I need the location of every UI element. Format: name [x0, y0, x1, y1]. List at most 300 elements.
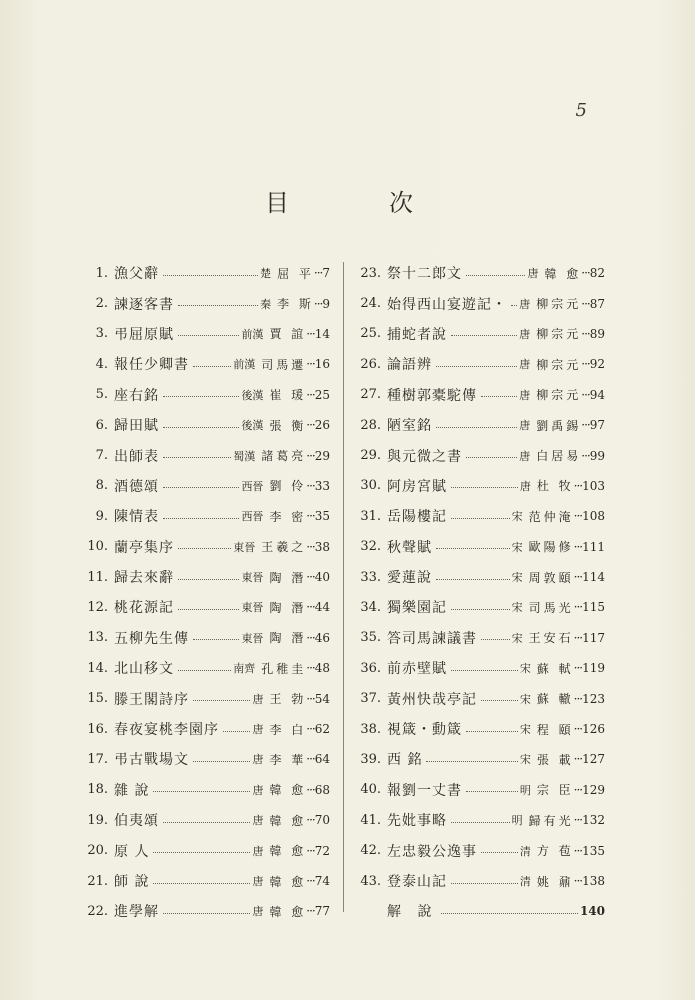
toc-entry-number: 31. — [360, 508, 381, 524]
toc-entry-author: 諸葛亮 — [261, 449, 307, 464]
toc-entry[interactable] — [82, 775, 330, 805]
leader-dots — [426, 761, 517, 762]
toc-entry-page: ··· 132 — [574, 813, 605, 827]
toc-entry-era: 唐 — [527, 267, 539, 281]
leader-dots — [153, 791, 250, 792]
toc-entry-title: 前赤壁賦 — [387, 661, 447, 678]
toc-entry-author: 司馬遷 — [261, 357, 307, 372]
toc-entry[interactable] — [355, 714, 605, 744]
toc-entry-page: ··· 103 — [574, 479, 605, 493]
toc-entry-title: 弔古戰場文 — [114, 752, 189, 769]
toc-entry-author: 王安石 — [528, 631, 574, 646]
toc-entry-page: ··· 7 — [314, 266, 330, 280]
toc-entry-era: 唐 — [252, 814, 264, 828]
toc-entry-title: 解 說 — [387, 904, 438, 921]
toc-left-column — [82, 258, 330, 927]
toc-entry[interactable] — [82, 380, 330, 410]
toc-entry-author: 韓 愈 — [269, 783, 307, 798]
toc-entry-author: 賈 誼 — [269, 327, 307, 342]
toc-entry-page: ··· 135 — [574, 844, 605, 858]
leader-dots — [178, 548, 231, 549]
leader-dots — [451, 883, 518, 884]
leader-dots — [178, 305, 258, 306]
column-divider — [343, 262, 344, 912]
leader-dots — [466, 457, 517, 458]
leader-dots — [163, 427, 239, 428]
toc-entry-author: 李 密 — [269, 509, 307, 524]
toc-entry-number: 32. — [360, 539, 381, 555]
leader-dots — [481, 639, 510, 640]
toc-entry-author: 蘇 轍 — [536, 692, 574, 707]
toc-entry-number: 23. — [360, 265, 381, 281]
toc-entry-number: 5. — [95, 387, 108, 403]
toc-entry-number: 33. — [360, 569, 381, 585]
leader-dots — [163, 487, 239, 488]
toc-entry-era: 東晉 — [241, 571, 264, 585]
toc-entry-page: ··· 108 — [574, 509, 605, 523]
toc-entry-page: ··· 97 — [581, 418, 605, 432]
toc-entry-era: 唐 — [252, 875, 264, 888]
toc-entry-title: 雜 說 — [114, 782, 150, 799]
leader-dots — [451, 609, 510, 610]
toc-entry-author: 周敦頤 — [528, 570, 574, 585]
toc-entry[interactable] — [82, 896, 330, 926]
toc-entry[interactable] — [355, 805, 605, 835]
toc-entry-number: 43. — [360, 873, 381, 889]
toc-entry-number: 10. — [87, 539, 108, 555]
toc-entry-page: ··· 26 — [306, 418, 330, 432]
toc-entry[interactable] — [355, 471, 605, 501]
toc-entry-number: 25. — [360, 326, 381, 342]
leader-dots — [163, 275, 258, 276]
toc-entry-era: 宋 — [519, 692, 531, 706]
toc-entry-author: 屈 平 — [277, 266, 314, 281]
leader-dots — [481, 852, 518, 853]
leader-dots — [193, 761, 250, 762]
leader-dots — [466, 791, 518, 792]
toc-entry-number: 42. — [360, 843, 381, 859]
toc-entry-era: 蜀漢 — [233, 449, 256, 463]
toc-entry-page: ··· 117 — [574, 631, 605, 645]
toc-entry[interactable] — [82, 471, 330, 501]
toc-entry-era: 宋 — [511, 601, 523, 615]
toc-entry-era: 唐 — [519, 327, 531, 341]
toc-entry[interactable] — [355, 866, 605, 896]
toc-entry-number: 26. — [360, 356, 381, 372]
toc-entry-title: 先妣事略 — [387, 813, 447, 830]
toc-entry[interactable] — [82, 744, 330, 774]
toc-entry-page: ··· 77 — [306, 904, 330, 918]
toc-entry-title: 左忠毅公逸事 — [387, 843, 477, 860]
toc-entry-number: 9. — [95, 508, 108, 524]
toc-entry-author: 程 頤 — [536, 722, 574, 737]
toc-entry-number: 3. — [95, 326, 108, 342]
toc-entry-era: 秦 — [260, 297, 272, 311]
toc-entry-title: 春夜宴桃李園序 — [114, 722, 219, 739]
toc-entry-title: 捕蛇者說 — [387, 326, 447, 343]
toc-entry-title: 與元微之書 — [387, 448, 462, 465]
toc-entry-page: ··· 138 — [574, 874, 605, 888]
toc-entry-era: 宋 — [511, 540, 523, 554]
toc-entry-author: 柳宗元 — [536, 297, 582, 312]
toc-entry-page: ··· 111 — [574, 540, 605, 554]
toc-entry[interactable] — [82, 835, 330, 865]
toc-entry-page: ··· 16 — [306, 357, 330, 371]
toc-entry-era: 明 — [511, 814, 523, 828]
toc-entry-author: 李 華 — [269, 752, 307, 767]
toc-entry-page: ··· 115 — [574, 600, 605, 614]
toc-entry-author: 歸有光 — [528, 813, 574, 828]
leader-dots — [451, 487, 518, 488]
toc-entry-title: 師 說 — [114, 874, 150, 890]
toc-entry-author: 韓 愈 — [544, 266, 582, 281]
toc-entry-era: 宋 — [519, 753, 531, 767]
toc-entry-number: 30. — [360, 478, 381, 494]
toc-entry-era: 唐 — [519, 388, 531, 402]
toc-entry-number: 34. — [360, 599, 381, 615]
toc-entry-page: ··· 74 — [306, 874, 330, 888]
toc-entry-title: 弔屈原賦 — [114, 326, 174, 343]
toc-entry-author: 韓 愈 — [269, 813, 307, 828]
toc-entry-title: 歸去來辭 — [114, 570, 174, 587]
leader-dots — [511, 305, 517, 306]
toc-entry-page: ··· 94 — [581, 388, 605, 402]
toc-entry-author: 姚 鼐 — [536, 874, 574, 889]
toc-entry-number: 6. — [95, 417, 108, 433]
toc-entry-number: 36. — [360, 660, 381, 676]
toc-entry-author: 歐陽修 — [528, 540, 574, 555]
toc-entry-era: 明 — [519, 783, 531, 797]
toc-entry-era: 楚 — [260, 267, 272, 281]
toc-entry-author: 王羲之 — [261, 540, 307, 555]
toc-entry-title: 桃花源記 — [114, 600, 174, 617]
toc-entry-title: 原 人 — [114, 843, 150, 860]
toc-entry-title: 蘭亭集序 — [114, 539, 174, 556]
toc-entry[interactable] — [82, 623, 330, 653]
leader-dots — [153, 883, 250, 884]
toc-entry-author: 宗 臣 — [536, 783, 574, 798]
toc-entry[interactable] — [82, 714, 330, 744]
toc-entry-author: 李 斯 — [277, 297, 314, 312]
toc-entry-title: 漁父辭 — [114, 266, 159, 283]
toc-entry-era: 唐 — [252, 753, 264, 767]
leader-dots — [451, 518, 510, 519]
leader-dots — [193, 700, 250, 701]
toc-entry[interactable] — [355, 501, 605, 531]
toc-entry-number: 7. — [95, 448, 108, 464]
toc-entry-era: 宋 — [519, 662, 531, 676]
toc-right-column — [355, 258, 605, 927]
toc-entry-author: 杜 牧 — [536, 479, 574, 494]
toc-entry-era: 唐 — [519, 479, 531, 493]
toc-entry-number: 21. — [87, 873, 108, 889]
toc-entry-author: 張 載 — [536, 752, 574, 767]
toc-entry-page: ··· 48 — [306, 661, 330, 675]
toc-entry[interactable] — [355, 592, 605, 622]
toc-entry-page: ··· 46 — [306, 631, 330, 645]
leader-dots — [163, 822, 250, 823]
toc-entry-page: ··· 89 — [581, 327, 605, 341]
toc-entry-number: 13. — [87, 630, 108, 646]
toc-entry[interactable] — [82, 258, 330, 288]
toc-entry-page: ··· 54 — [306, 692, 330, 706]
toc-entry-number: 11. — [87, 569, 108, 585]
toc-entry-number: 22. — [87, 903, 108, 919]
toc-entry[interactable] — [355, 319, 605, 349]
toc-entry-title: 報劉一丈書 — [387, 782, 462, 799]
leader-dots — [153, 852, 250, 853]
toc-entry-title: 報任少卿書 — [114, 357, 189, 374]
toc-entry-era: 東晉 — [241, 601, 264, 615]
toc-entry-author: 劉 伶 — [269, 479, 307, 494]
toc-entry-page: ··· 119 — [574, 661, 605, 675]
leader-dots — [163, 518, 239, 519]
toc-entry-page: ··· 126 — [574, 722, 605, 736]
toc-entry-page: ··· 35 — [306, 509, 330, 523]
toc-entry[interactable] — [82, 410, 330, 440]
leader-dots — [178, 335, 239, 336]
toc-entry-number: 2. — [95, 296, 108, 312]
toc-heading-char-2: 次 — [389, 189, 413, 217]
toc-entry-title: 獨樂園記 — [387, 600, 447, 617]
toc-entry-number: 24. — [360, 296, 381, 312]
toc-entry[interactable] — [355, 623, 605, 653]
leader-dots — [436, 427, 517, 428]
toc-entry-number: 20. — [87, 843, 108, 859]
leader-dots — [193, 366, 231, 367]
leader-dots — [451, 822, 510, 823]
toc-entry-title: 滕王閣詩序 — [114, 691, 189, 708]
toc-entry[interactable] — [355, 896, 605, 926]
toc-entry[interactable] — [355, 744, 605, 774]
toc-entry-number: 37. — [360, 691, 381, 707]
toc-entry-title: 黃州快哉亭記 — [387, 691, 477, 708]
toc-entry-era: 唐 — [519, 358, 531, 372]
toc-entry-page: ··· 87 — [581, 297, 605, 311]
toc-entry[interactable] — [82, 532, 330, 562]
leader-dots — [163, 457, 231, 458]
toc-entry-author: 柳宗元 — [536, 357, 582, 372]
leader-dots — [481, 396, 517, 397]
toc-entry[interactable] — [355, 653, 605, 683]
toc-entry-title: 歸田賦 — [114, 418, 159, 435]
toc-entry-author: 王 勃 — [269, 692, 307, 707]
toc-entry-page: ··· 33 — [306, 479, 330, 493]
toc-entry-author: 崔 瑗 — [269, 388, 307, 403]
toc-entry[interactable] — [355, 410, 605, 440]
toc-entry-era: 南齊 — [233, 662, 256, 676]
toc-entry-title: 陳情表 — [114, 509, 159, 526]
toc-entry[interactable] — [82, 592, 330, 622]
toc-entry-number: 1. — [95, 265, 108, 281]
toc-entry-author: 劉禹錫 — [536, 418, 582, 433]
toc-entry-author: 陶 潛 — [269, 570, 307, 585]
toc-entry-author: 陶 潛 — [269, 600, 307, 615]
toc-entry-page: ··· 82 — [581, 266, 605, 280]
toc-entry-author: 方 苞 — [536, 844, 574, 859]
toc-entry-era: 唐 — [252, 905, 264, 919]
toc-entry-era: 宋 — [511, 510, 523, 524]
page-number: 5 — [575, 100, 587, 121]
toc-entry-author: 陶 潛 — [269, 631, 307, 646]
toc-entry[interactable] — [82, 440, 330, 470]
toc-entry[interactable] — [82, 349, 330, 379]
leader-dots — [466, 731, 518, 732]
toc-entry[interactable] — [82, 562, 330, 592]
toc-entry-title: 祭十二郎文 — [387, 266, 462, 283]
toc-entry-title: 岳陽樓記 — [387, 509, 447, 526]
toc-entry[interactable] — [355, 349, 605, 379]
toc-entry-page: ··· 127 — [574, 752, 605, 766]
toc-entry[interactable] — [355, 683, 605, 713]
toc-entry-page: ··· 29 — [306, 449, 330, 463]
toc-entry[interactable] — [82, 653, 330, 683]
toc-entry-author: 李 白 — [269, 722, 307, 737]
toc-entry-author: 韓 愈 — [269, 904, 307, 919]
toc-entry-title: 座右銘 — [114, 387, 159, 404]
toc-entry-page: ··· 25 — [306, 388, 330, 402]
toc-entry-author: 柳宗元 — [536, 327, 582, 342]
toc-entry-page: ··· 14 — [306, 327, 330, 341]
toc-entry-era: 唐 — [252, 844, 264, 858]
toc-entry-title: 答司馬諫議書 — [387, 630, 477, 647]
leader-dots — [163, 396, 239, 397]
toc-entry-number: 39. — [360, 751, 381, 767]
toc-entry-era: 唐 — [519, 449, 531, 463]
toc-entry-era: 宋 — [511, 631, 523, 645]
toc-entry-title: 出師表 — [114, 448, 159, 465]
toc-entry[interactable] — [355, 562, 605, 592]
toc-entry-author: 韓 愈 — [269, 874, 307, 889]
toc-entry-number: 18. — [87, 782, 108, 798]
toc-entry-era: 宋 — [511, 571, 523, 585]
toc-entry-author: 范仲淹 — [528, 509, 574, 524]
toc-entry-title: 伯夷頌 — [114, 813, 159, 830]
toc-entry-title: 種樹郭橐駝傳 — [387, 387, 477, 404]
toc-entry-page: ··· 114 — [574, 570, 605, 584]
toc-entry-title: 五柳先生傳 — [114, 630, 189, 647]
toc-entry-era: 西晉 — [241, 510, 264, 524]
leader-dots — [163, 913, 250, 914]
toc-entry-page: ··· 129 — [574, 783, 605, 797]
toc-entry-era: 唐 — [252, 783, 264, 797]
toc-entry-number: 29. — [360, 448, 381, 464]
toc-entry-page: ··· 38 — [306, 540, 330, 554]
toc-entry-page: ··· 64 — [306, 752, 330, 766]
toc-entry-title: 登泰山記 — [387, 874, 447, 890]
toc-entry-number: 8. — [95, 478, 108, 494]
toc-entry-page: ··· 72 — [306, 844, 330, 858]
toc-entry-era: 後漢 — [241, 419, 264, 433]
toc-entry-title: 始得西山宴遊記・ — [387, 296, 507, 313]
toc-entry-author: 韓 愈 — [269, 844, 307, 859]
toc-entry[interactable] — [355, 440, 605, 470]
toc-entry-era: 清 — [519, 844, 531, 858]
toc-entry-number: 4. — [95, 356, 108, 372]
toc-entry-number: 19. — [87, 812, 108, 828]
toc-entry[interactable] — [355, 775, 605, 805]
toc-entry[interactable] — [82, 866, 330, 896]
leader-dots — [178, 579, 239, 580]
toc-entry-era: 唐 — [252, 723, 264, 737]
toc-entry-number: 17. — [87, 751, 108, 767]
leader-dots — [436, 548, 510, 549]
toc-entry-title: 西 銘 — [387, 752, 423, 769]
leader-dots — [193, 639, 239, 640]
toc-entry-number: 28. — [360, 417, 381, 433]
toc-entry-title: 陋室銘 — [387, 418, 432, 435]
toc-entry-author: 柳宗元 — [536, 388, 582, 403]
toc-entry-title: 論語辨 — [387, 357, 432, 374]
toc-heading-char-1: 目 — [265, 189, 289, 217]
toc-entry-page: 140 — [579, 904, 605, 919]
toc-entry-page: ··· 123 — [574, 692, 605, 706]
toc-entry-page: ··· 40 — [306, 570, 330, 584]
toc-entry-era: 後漢 — [241, 388, 264, 402]
leader-dots — [436, 579, 510, 580]
toc-entry[interactable] — [355, 258, 605, 288]
toc-entry[interactable] — [355, 532, 605, 562]
leader-dots — [223, 731, 250, 732]
toc-entry-title: 愛蓮說 — [387, 570, 432, 587]
toc-entry-number: 15. — [87, 691, 108, 707]
leader-dots — [481, 700, 518, 701]
toc-entry[interactable] — [355, 835, 605, 865]
toc-entry[interactable] — [355, 288, 605, 318]
toc-entry-era: 東晉 — [233, 540, 256, 554]
leader-dots — [451, 670, 518, 671]
toc-entry[interactable] — [82, 319, 330, 349]
toc-entry[interactable] — [82, 288, 330, 318]
toc-entry-era: 東晉 — [241, 631, 264, 645]
toc-entry-era: 前漢 — [233, 358, 256, 372]
toc-entry-title: 北山移文 — [114, 661, 174, 678]
toc-entry-title: 秋聲賦 — [387, 539, 432, 556]
toc-entry[interactable] — [355, 380, 605, 410]
leader-dots — [451, 335, 517, 336]
toc-entry-number: 35. — [360, 630, 381, 646]
toc-entry-era: 唐 — [519, 297, 531, 311]
toc-entry-number: 27. — [360, 387, 381, 403]
toc-entry-number: 16. — [87, 721, 108, 737]
toc-entry-number: 38. — [360, 721, 381, 737]
toc-entry-page: ··· 70 — [306, 813, 330, 827]
leader-dots — [466, 275, 525, 276]
toc-entry-title: 視箴・動箴 — [387, 722, 462, 739]
toc-entry-title: 阿房宮賦 — [387, 478, 447, 495]
leader-dots — [178, 670, 231, 671]
toc-entry[interactable] — [82, 501, 330, 531]
toc-entry-number: 12. — [87, 599, 108, 615]
toc-entry-title: 諫逐客書 — [114, 296, 174, 313]
toc-entry-era: 西晉 — [241, 479, 264, 493]
toc-entry-page: ··· 62 — [306, 722, 330, 736]
toc-entry-page: ··· 99 — [581, 449, 605, 463]
toc-entry-author: 司馬光 — [528, 600, 574, 615]
toc-entry-era: 宋 — [519, 723, 531, 737]
toc-entry-number: 14. — [87, 660, 108, 676]
toc-entry-number: 41. — [360, 812, 381, 828]
toc-entry-page: ··· 68 — [306, 783, 330, 797]
toc-heading — [0, 183, 695, 217]
toc-entry[interactable] — [82, 683, 330, 713]
toc-entry-author: 張 衡 — [269, 418, 307, 433]
leader-dots — [178, 609, 239, 610]
toc-entry-title: 進學解 — [114, 904, 159, 921]
toc-entry-title: 酒德頌 — [114, 478, 159, 495]
toc-entry[interactable] — [82, 805, 330, 835]
leader-dots — [436, 366, 517, 367]
